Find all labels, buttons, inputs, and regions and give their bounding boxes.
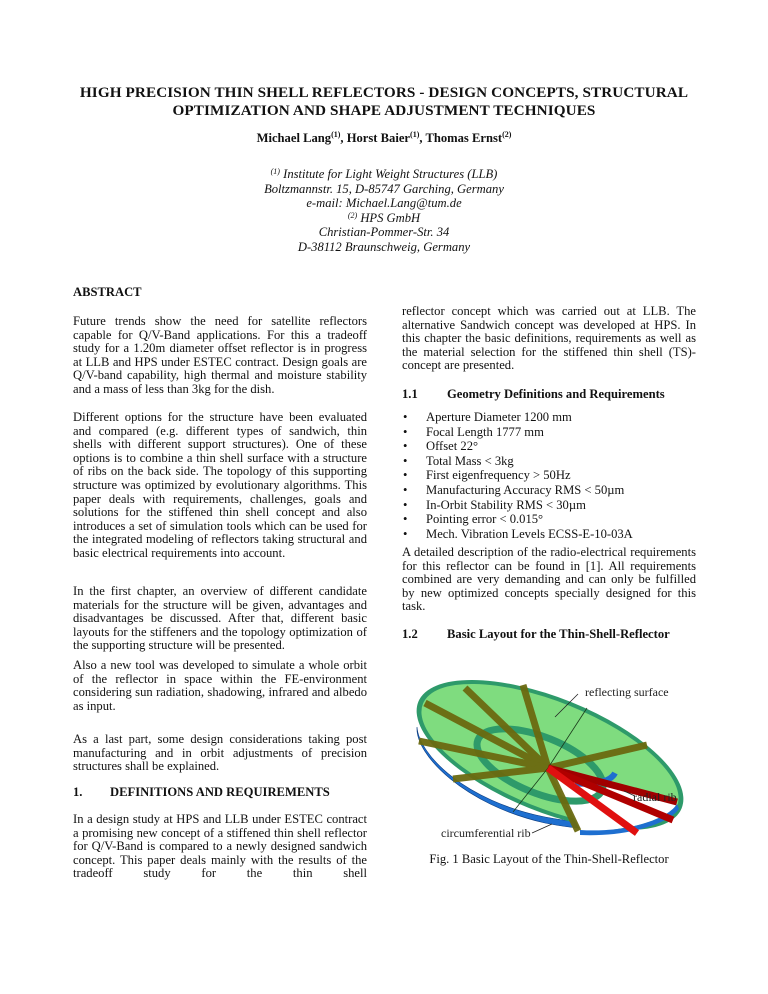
requirement-item: • Pointing error < 0.015°	[402, 512, 696, 527]
requirement-item: • Offset 22°	[402, 439, 696, 454]
author-affil-mark: (2)	[502, 130, 512, 139]
section-title: Geometry Definitions and Requirements	[447, 387, 665, 401]
section-1-continued	[402, 305, 696, 373]
section-1-1-heading	[402, 387, 665, 402]
requirement-item: • Manufacturing Accuracy RMS < 50µm	[402, 483, 696, 498]
author-list: Michael Lang$^{(1)}$, Horst Baier$^{(1)}$, Thomas Ernst$^{(2)}$	[256, 130, 512, 145]
section-1-heading	[73, 785, 330, 800]
body-text: reflector concept which was carried out at LLB. The alternative Sandwich concept was developed at HPS. In this chapter the basic definitions, requirements as well as the material selection for the stiffened thin shell (TS)-concept are presented.	[402, 304, 696, 373]
abstract-text: In the first chapter, an overview of different candidate materials for the structure will be given, advantages and disadvantages be discussed. After that, different basic layouts for the stiffeners and the topology optimization of the supporting structure will be presented.	[73, 584, 367, 653]
requirement-item: • First eigenfrequency > 50Hz	[402, 468, 696, 483]
affil-mark: (2)	[347, 210, 358, 220]
author-name: Thomas Ernst	[425, 131, 503, 145]
title-line-1: HIGH PRECISION THIN SHELL REFLECTORS - DESIGN CONCEPTS, STRUCTURAL	[79, 84, 689, 101]
requirements-list	[402, 410, 696, 541]
paper-title	[60, 84, 708, 120]
abstract-heading: ABSTRACT	[73, 285, 142, 299]
abstract-paragraph	[73, 659, 367, 713]
author-affil-mark: (1)	[410, 130, 420, 139]
requirement-item: • Aperture Diameter 1200 mm	[402, 410, 696, 425]
label-circumferential-rib: circumferential rib	[441, 826, 531, 840]
label-reflecting-surface: reflecting surface	[585, 685, 669, 699]
abstract-paragraph	[73, 585, 367, 653]
affil-mark: (1)	[270, 167, 280, 176]
abstract-text: Also a new tool was developed to simulate a whole orbit of the reflector in space within the FE-environment considering sun radiation, shadowing, infrared and albedo as input.	[73, 658, 367, 713]
affil-1-email: e-mail: Michael.Lang@tum.de	[306, 196, 462, 211]
body-text: In a design study at HPS and LLB under ESTEC contract a promising new concept of a stiffened thin shell reflector for Q/V-Band is compared to a newly designed sandwich concept. This paper deals mainly with the results of the tradeoff study for the thin shell	[73, 812, 367, 881]
affil-2-name: HPS GmbH	[360, 210, 421, 225]
affil-1-address: Boltzmannstr. 15, D-85747 Garching, Germany	[264, 181, 504, 196]
requirement-item: • In-Orbit Stability RMS < 30µm	[402, 498, 696, 513]
reflector-figure	[405, 655, 695, 840]
affiliations	[60, 167, 708, 255]
section-1-2-heading	[402, 627, 670, 642]
requirement-item: • Mech. Vibration Levels ECSS-E-10-03A	[402, 527, 696, 542]
figure-caption: Fig. 1 Basic Layout of the Thin-Shell-Reflector	[429, 852, 669, 866]
section-title: Basic Layout for the Thin-Shell-Reflector	[447, 627, 670, 641]
abstract-paragraph	[73, 733, 367, 774]
reflector-diagram	[405, 655, 695, 840]
author-name: Horst Baier	[346, 131, 411, 145]
title-line-2: OPTIMIZATION AND SHAPE ADJUSTMENT TECHNIQUES	[172, 102, 596, 119]
requirement-item: • Total Mass < 3kg	[402, 454, 696, 469]
affil-1-name: Institute for Light Weight Structures (LLB)	[283, 167, 498, 181]
section-number: 1.2	[402, 627, 418, 641]
abstract-paragraph	[73, 411, 367, 561]
abstract-paragraph	[73, 315, 367, 397]
abstract-text: Future trends show the need for satellite reflectors capable for Q/V-Band applications. For this a tradeoff study for a 1.20m diameter offset reflector is in progress at LLB and HPS under ESTEC contract. Design goals are Q/V-band capability, high thermal and moisture stability and a mass of less than 3kg for the dish.	[73, 314, 367, 396]
author-name: Michael Lang	[256, 131, 332, 145]
abstract-text: As a last part, some design considerations taking post manufacturing and in orbit adjustments of precision structures shall be explained.	[73, 732, 367, 774]
requirement-item: • Focal Length 1777 mm	[402, 425, 696, 440]
section-number: 1.1	[402, 387, 418, 401]
label-radial-rib: radial rib	[633, 790, 677, 804]
section-number: 1.	[73, 785, 83, 799]
body-text: A detailed description of the radio-electrical requirements for this reflector can be found in [1]. All requirements combined are very demanding and can only be fulfilled by new optimized concepts specially designed for this task.	[402, 545, 696, 614]
affil-2-street: Christian-Pommer-Str. 34	[318, 225, 450, 240]
section-title: DEFINITIONS AND REQUIREMENTS	[110, 785, 330, 799]
section-1-intro	[73, 813, 367, 881]
abstract-text: Different options for the structure have been evaluated and compared (e.g. different types of sandwich, thin shells with different support structures). One of these options is to combine a thin shell surface with a structure of ribs on the back side. The topology of this supporting structure was optimized by evolutionary algorithms. This paper deals with requirements, challenges, goals and solutions for the stiffened thin shell concept and also introduces a set of simulation tools which can be used for the integrated modeling of reflectors taking structural and basic electrical requirements into account.	[73, 410, 367, 560]
affil-2-city: D-38112 Braunschweig, Germany	[297, 239, 471, 254]
requirements-note	[402, 546, 696, 614]
author-affil-mark: (1)	[331, 130, 341, 139]
